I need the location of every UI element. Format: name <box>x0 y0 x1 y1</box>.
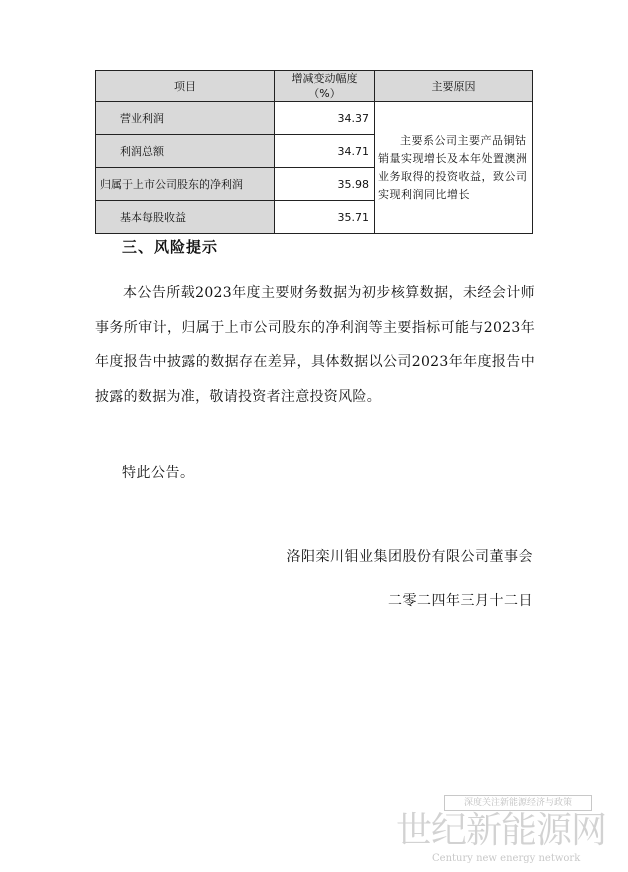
table-header-row <box>96 71 533 102</box>
header-change-rate: 增减变动幅度（%） <box>275 71 375 102</box>
financial-change-table <box>95 70 533 234</box>
row-item-total-profit: 利润总额 <box>96 135 275 168</box>
row-item-operating-profit: 营业利润 <box>96 102 275 135</box>
reason-cell <box>375 102 533 234</box>
row-value-total-profit: 34.71 <box>275 135 375 168</box>
row-item-eps: 基本每股收益 <box>96 201 275 234</box>
section-heading: 三、风险提示 <box>122 238 219 256</box>
header-item: 项目 <box>96 71 275 102</box>
row-item-net-profit: 归属于上市公司股东的净利润 <box>96 168 275 201</box>
row-value-eps: 35.71 <box>275 201 375 234</box>
watermark-logo <box>396 795 607 870</box>
header-reason: 主要原因 <box>375 71 533 102</box>
risk-paragraph: 本公告所载2023年度主要财务数据为初步核算数据，未经会计师事务所审计，归属于上市公司股东的净利润等主要指标可能与2023年年度报告中披露的数据存在差异，具体数据以公司2023年年度报告中披露的数据为准，敬请投资者注意投资风险。 <box>95 285 535 405</box>
reason-text: 主要系公司主要产品铜钴销量实现增长及本年处置澳洲业务取得的投资收益，致公司实现利润同比增长 <box>378 133 528 201</box>
watermark-tagline: 深度关注新能源经济与政策 <box>444 795 592 811</box>
watermark-brand-en: Century new energy network <box>432 853 581 864</box>
row-value-operating-profit: 34.37 <box>275 102 375 135</box>
table-row <box>96 102 533 135</box>
signature-company: 洛阳栾川钼业集团股份有限公司董事会 <box>286 549 533 565</box>
signature-date: 二零二四年三月十二日 <box>388 593 533 609</box>
row-value-net-profit: 35.98 <box>275 168 375 201</box>
watermark-brand: 世纪新能源网 <box>396 810 607 851</box>
closing-notice: 特此公告。 <box>122 465 195 481</box>
